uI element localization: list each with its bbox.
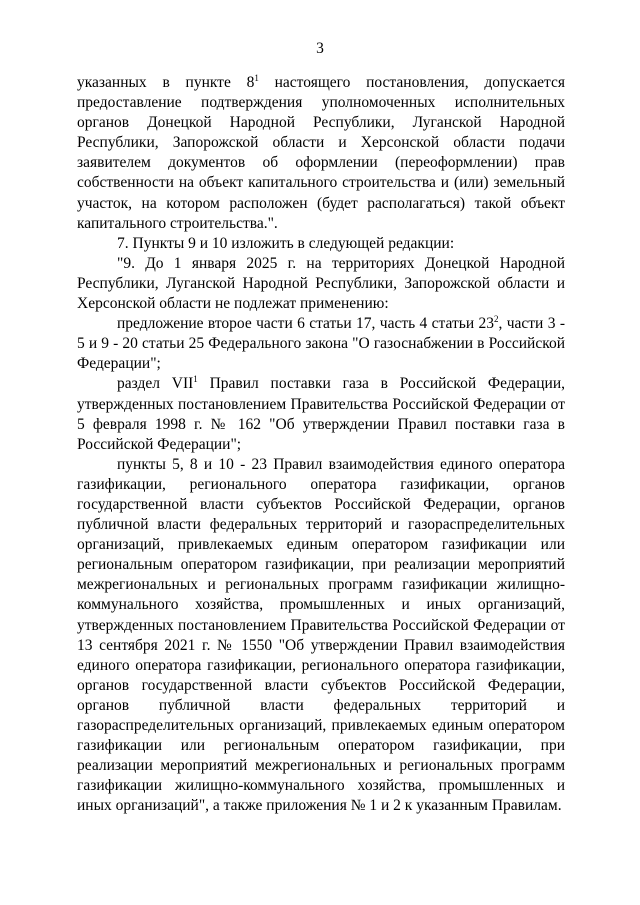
paragraph	[77, 455, 565, 817]
paragraph-text: настоящего постановления, допускается предоставление подтверждения уполномоченных исполнительных органов Донецкой Народной Республики, Луганской Народной Республики, Запорожской области и Херсонской области подачи заявителем документов об оформлении (переоформлении) прав собственности на объект капитального строительства и (или) земельный участок, на котором расположен (будет располагаться) такой объект капитального строительства.".	[77, 74, 565, 232]
paragraph-text: раздел VII	[117, 375, 194, 393]
paragraph	[77, 374, 565, 454]
superscript-number: 1	[254, 72, 259, 83]
paragraph	[77, 254, 565, 314]
page-number: 3	[316, 40, 324, 57]
document-body	[77, 73, 565, 816]
superscript-number: 1	[193, 374, 198, 385]
paragraph	[77, 234, 565, 254]
paragraph-text: Правил поставки газа в Российской Федерации, утвержденных постановлением Правительства Российской Федерации от 5 февраля 1998 г. № 162 "Об утверждении Правил поставки газа в Российской Федерации";	[77, 375, 565, 453]
paragraph-text: , части 3 - 5 и 9 - 20 статьи 25 Федерального закона "О газоснабжении в Российской Федерации";	[77, 315, 565, 373]
paragraph-text: 7. Пункты 9 и 10 изложить в следующей редакции:	[117, 234, 455, 252]
paragraph	[77, 73, 565, 234]
superscript-number: 2	[493, 313, 499, 324]
paragraph-text: "9. До 1 января 2025 г. на территориях Донецкой Народной Республики, Луганской Народной Республики, Запорожской области и Херсонской области не подлежат применению:	[77, 254, 565, 313]
paragraph	[77, 314, 565, 374]
paragraph-text: пункты 5, 8 и 10 - 23 Правил взаимодействия единого оператора газификации, регионального оператора газификации, органов государственной власти субъектов Российской Федерации, органов публичной власти федеральных территорий и газораспределительных организаций, привлекаемых единым оператором газификации или региональным оператором газификации, при реализации мероприятий межрегиональных и региональных программ газификации жилищно-коммунального хозяйства, промышленных и иных организаций, утвержденных постановлением Правительства Российской Федерации от 13 сентября 2021 г. № 1550 "Об утверждении Правил взаимодействия единого оператора газификации, регионального оператора газификации, органов государственной власти субъектов Российской Федерации, органов публичной власти федеральных территорий и газораспределительных организаций, привлекаемых единым оператором газификации или региональным оператором газификации, при реализации мероприятий межрегиональных и региональных программ газификации жилищно-коммунального хозяйства, промышленных и иных организаций", а также приложения № 1 и 2 к указанным Правилам.	[77, 455, 565, 815]
paragraph-text: указанных в пункте 8	[77, 74, 255, 91]
paragraph-text: предложение второе части 6 статьи 17, часть 4 статьи 23	[117, 315, 494, 333]
